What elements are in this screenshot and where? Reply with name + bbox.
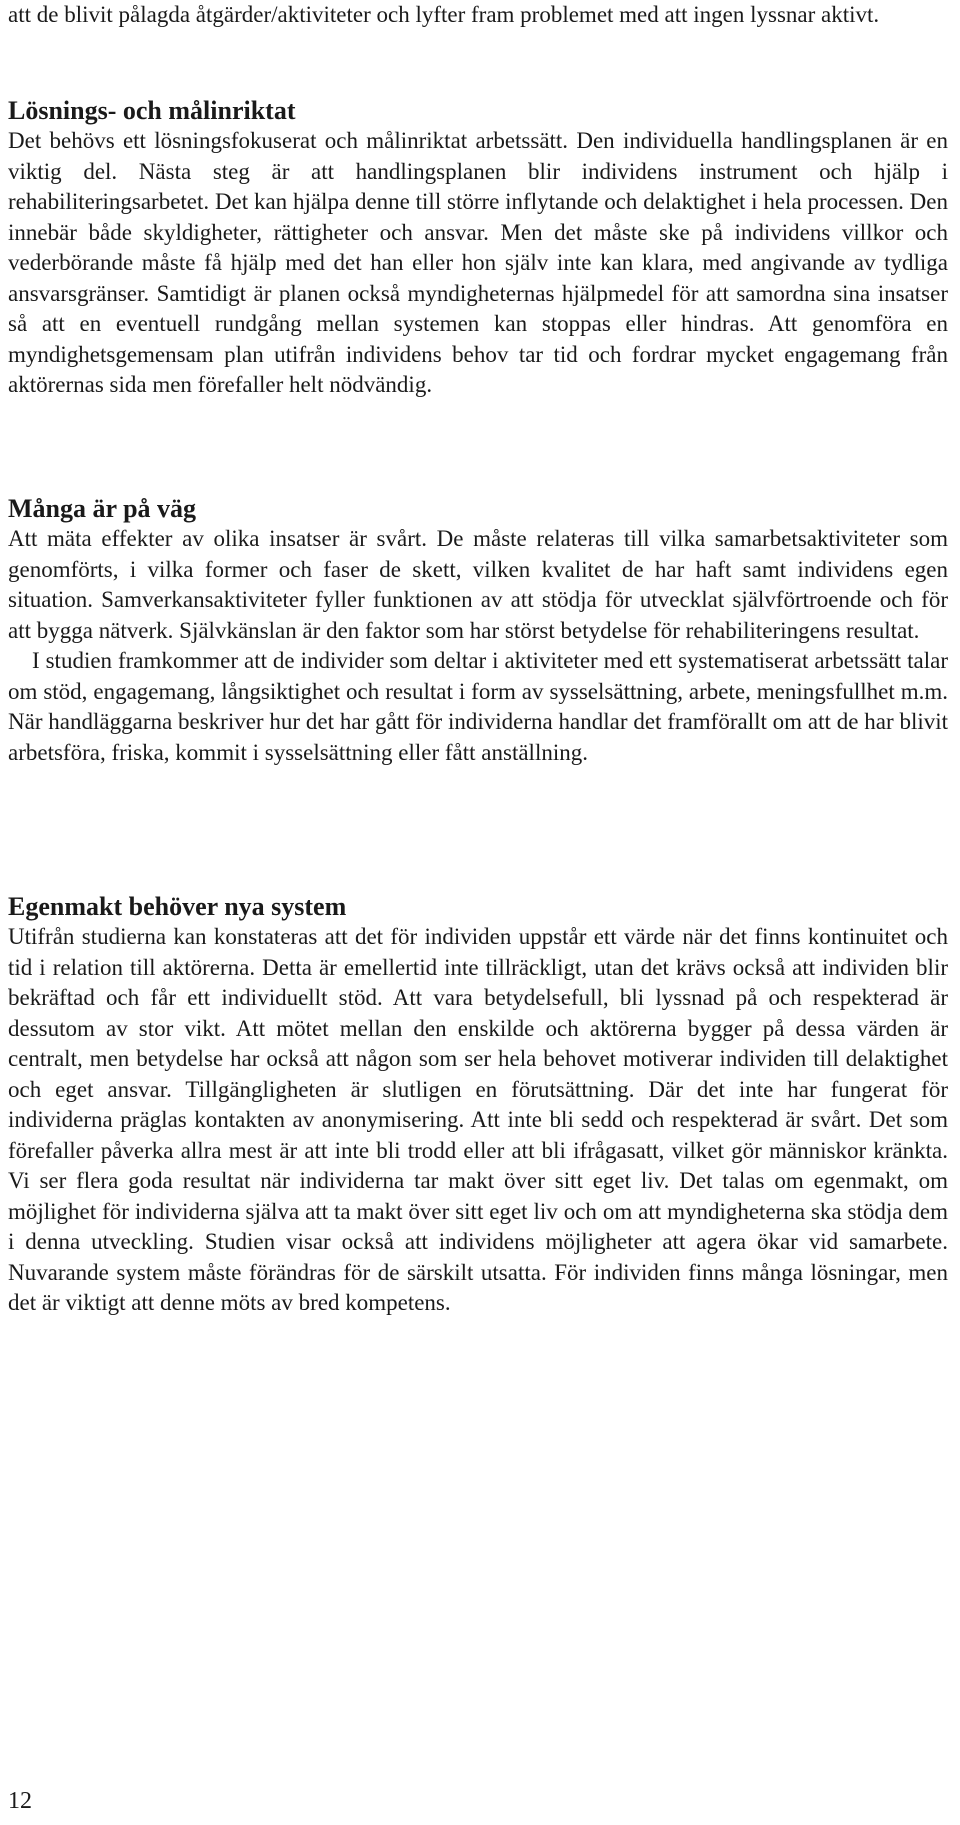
section-heading: Lösnings- och målinriktat: [8, 96, 296, 125]
section-heading: Egenmakt behöver nya system: [8, 892, 347, 921]
section-egenmakt-behover-nya-system: [8, 891, 948, 1319]
page-number: 12: [8, 1788, 32, 1814]
section-heading: Många är på väg: [8, 494, 197, 523]
section-manga-ar-pa-vag: [8, 493, 948, 768]
body-paragraph: Utifrån studierna kan konstateras att det för individen uppstår ett värde när det finns kontinuitet och tid i relation till aktörerna. Detta är emellertid inte tillräckligt, utan det krävs också att individen blir bekräftad och får ett individuellt stöd. Att vara betydelsefull, bli lyssnad på och respekterad är dessutom av stor vikt. Att mötet mellan den enskilde och aktörerna bygger på dessa värden är centralt, men betydelse har också att någon som ser hela behovet motiverar individen till delaktighet och eget ansvar. Tillgängligheten är slutligen en förutsättning. Där det inte har fungerat för individerna präglas kontakten av anonymisering. Att inte bli sedd och respekterad är svårt. Det som förefaller påverka allra mest är att inte bli trodd eller att bli ifrågasatt, vilket gör människor kränkta. Vi ser flera goda resultat när individerna tar makt över sitt eget liv. Det talas om egenmakt, om möjlighet för individerna själva att ta makt över sitt eget liv och om att myndigheterna ska stödja dem i denna utveckling. Studien visar också att individens möjligheter att agera ökar vid samarbete. Nuvarande system måste förändras för de särskilt utsatta. För individen finns många lösningar, men det är viktigt att denne möts av bred kompetens.: [8, 924, 948, 1315]
body-paragraph: I studien framkommer att de individer som deltar i aktiviteter med ett systematiserat arbetssätt talar om stöd, engagemang, långsiktighet och resultat i form av sysselsättning, arbete, meningsfullhet m.m. När handläggarna beskriver hur det har gått för individerna handlar det framförallt om att de har blivit arbetsföra, friska, kommit i sysselsättning eller fått anställning.: [8, 648, 948, 765]
intro-paragraph: att de blivit pålagda åtgärder/aktiviteter och lyfter fram problemet med att ingen lyssnar aktivt.: [8, 2, 880, 27]
section-losnings-och-malinriktat: [8, 95, 948, 401]
intro-section: [8, 0, 948, 31]
body-paragraph: Att mäta effekter av olika insatser är svårt. De måste relateras till vilka samarbetsaktiviteter som genomförts, i vilka former och faser de skett, vilken kvalitet de har haft samt individens egen situation. Samverkansaktiviteter fyller funktionen av att stödja för utvecklat självförtroende och för att bygga nätverk. Självkänslan är den faktor som har störst betydelse för rehabiliteringens resultat.: [8, 526, 948, 643]
body-paragraph: Det behövs ett lösningsfokuserat och målinriktat arbetssätt. Den individuella handlingsplanen är en viktig del. Nästa steg är att handlingsplanen blir individens instrument och hjälp i rehabiliteringsarbetet. Det kan hjälpa denne till större inflytande och delaktighet i hela processen. Den innebär både skyldigheter, rättigheter och ansvar. Men det måste ske på individens villkor och vederbörande måste få hjälp med det han eller hon själv inte kan klara, med angivande av tydliga ansvarsgränser. Samtidigt är planen också myndigheternas hjälpmedel för att samordna sina insatser så att en eventuell rundgång mellan systemen kan stoppas eller hindras. Att genomföra en myndighetsgemensam plan utifrån individens behov tar tid och fordrar mycket engagemang från aktörernas sida men förefaller helt nödvändig.: [8, 128, 948, 397]
